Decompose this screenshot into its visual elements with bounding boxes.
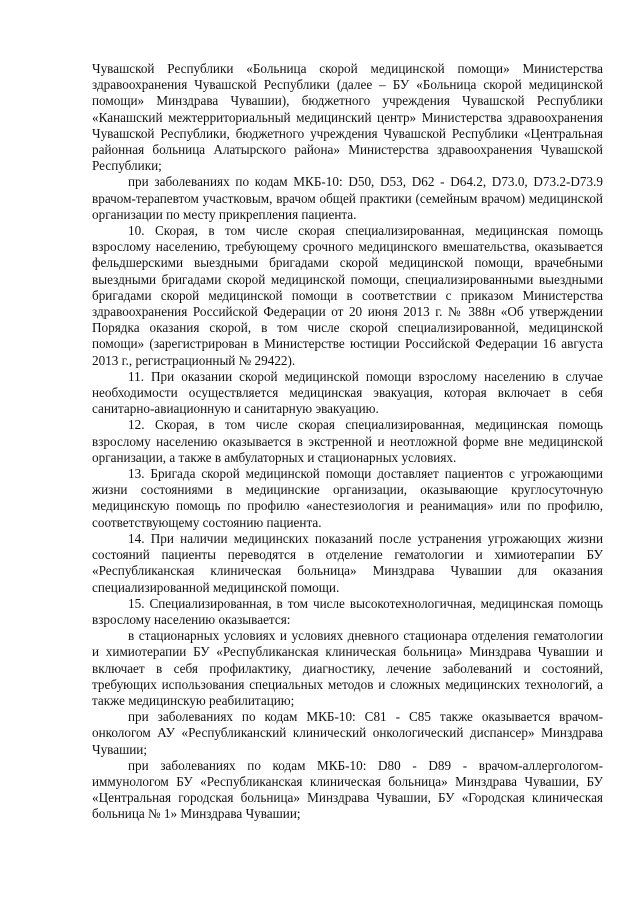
document-page (92, 61, 603, 823)
paragraph-10: 10. Скорая, в том числе скорая специализированная, медицинская помощь взрослому населению, требующему срочного медицинского вмешательства, оказывается фельдшерскими выездными бригадами скорой медицинской помощи, врачебными выездными бригадами скорой медицинской помощи, специализированными выездными бригадами скорой медицинской помощи в соответствии с приказом Министерства здравоохранения Российской Федерации от 20 июня 2013 г. № 388н «Об утверждении Порядка оказания скорой, в том числе скорой специализированной, медицинской помощи» (зарегистрирован в Министерстве юстиции Российской Федерации 16 августа 2013 г., регистрационный № 29422). (92, 223, 603, 368)
paragraph-13: 13. Бригада скорой медицинской помощи доставляет пациентов с угрожающими жизни состояниями в медицинские организации, оказывающие круглосуточную медицинскую помощь по профилю «анестезиология и реанимация» или по профилю, соответствующему состоянию пациента. (92, 466, 603, 530)
paragraph-12: 12. Скорая, в том числе скорая специализированная, медицинская помощь взрослому населению оказывается в экстренной и неотложной форме вне медицинской организации, а также в амбулаторных и стационарных условиях. (92, 417, 603, 465)
paragraph-15: 15. Специализированная, в том числе высокотехнологичная, медицинская помощь взрослому населению оказывается: (92, 595, 603, 627)
paragraph-inpatient-conditions: в стационарных условиях и условиях дневного стационара отделения гематологии и химиотерапии БУ «Республиканская клиническая больница» Минздрава Чувашии и включает в себя профилактику, диагностику, лечение заболеваний и состояний, требующих использования специальных методов и сложных медицинских технологий, а также медицинскую реабилитацию; (92, 628, 603, 708)
paragraph-11: 11. При оказании скорой медицинской помощи взрослому населению в случае необходимости осуществляется медицинская эвакуация, которая включает в себя санитарно-авиационную и санитарную эвакуацию. (92, 368, 603, 417)
paragraph-14: 14. При наличии медицинских показаний после устранения угрожающих жизни состояний пациенты переводятся в отделение гематологии и химиотерапии БУ «Республиканская клиническая больница» Минздрава Чувашии для оказания специализированной медицинской помощи. (92, 530, 603, 595)
paragraph-immunology-codes: при заболеваниях по кодам МКБ-10: D80 - D89 - врачом-аллергологом-иммунологом БУ «Республиканская клиническая больница» Минздрава Чувашии, БУ «Центральная городская больница» Минздрава Чувашии, БУ «Городская клиническая больница № 1» Минздрава Чувашии; (92, 757, 603, 822)
paragraph-oncology-codes: при заболеваниях по кодам МКБ-10: C81 - C85 также оказывается врачом-онкологом АУ «Республиканский клинический онкологический диспансер» Минздрава Чувашии; (92, 709, 603, 757)
paragraph-continuation: Чувашской Республики «Больница скорой медицинской помощи» Министерства здравоохранения Чувашской Республики (далее – БУ «Больница скорой медицинской помощи» Минздрава Чувашии), бюджетного учреждения Чувашской Республики «Канашский межтерриториальный медицинский центр» Министерства здравоохранения Чувашской Республики, бюджетного учреждения Чувашской Республики «Центральная районная больница Алатырского района» Министерства здравоохранения Чувашской Республики; (92, 61, 603, 174)
paragraph-anemia-codes: при заболеваниях по кодам МКБ-10: D50, D53, D62 - D64.2, D73.0, D73.2-D73.9 врачом-терапевтом участковым, врачом общей практики (семейным врачом) медицинской организации по месту прикрепления пациента. (92, 174, 603, 222)
